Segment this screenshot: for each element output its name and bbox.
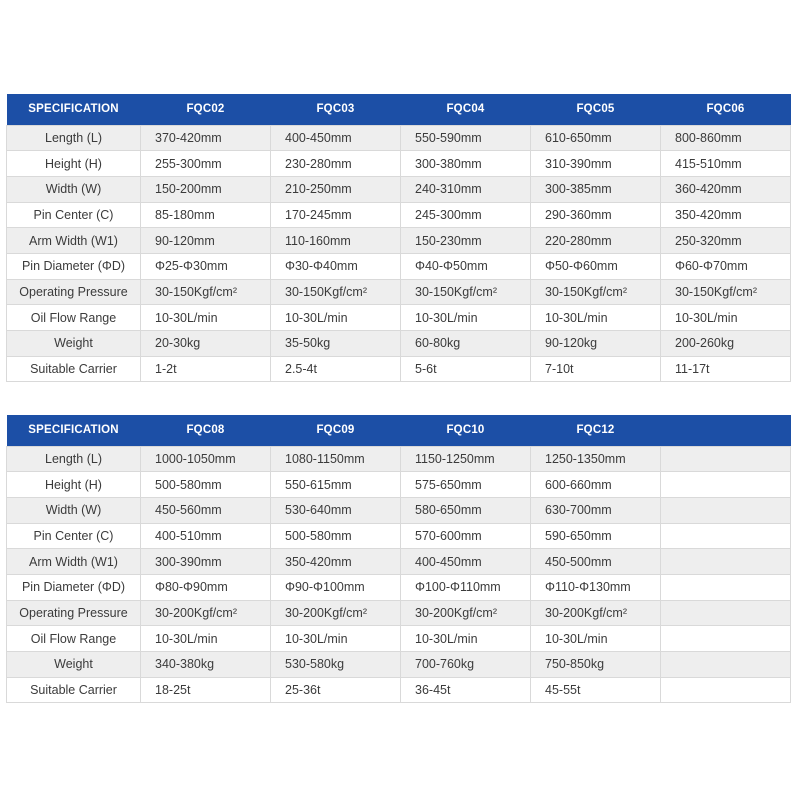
row-label: Height (H) (7, 472, 141, 498)
value-cell: 45-55t (531, 677, 661, 703)
value-cell: 110-160mm (271, 228, 401, 254)
table-header-row (7, 94, 791, 125)
value-cell: 800-860mm (661, 125, 791, 151)
table-row (7, 523, 791, 549)
value-cell: 150-200mm (141, 176, 271, 202)
header-cell: SPECIFICATION (7, 415, 141, 446)
value-cell: 370-420mm (141, 125, 271, 151)
value-cell: 10-30L/min (661, 305, 791, 331)
header-cell: FQC03 (271, 94, 401, 125)
value-cell (661, 523, 791, 549)
header-cell: FQC06 (661, 94, 791, 125)
header-cell: FQC04 (401, 94, 531, 125)
value-cell: 30-150Kgf/cm² (141, 279, 271, 305)
value-cell: 25-36t (271, 677, 401, 703)
value-cell (661, 600, 791, 626)
value-cell: 30-200Kgf/cm² (271, 600, 401, 626)
header-cell: FQC10 (401, 415, 531, 446)
table-row (7, 574, 791, 600)
table-row (7, 652, 791, 678)
value-cell: Φ50-Φ60mm (531, 253, 661, 279)
value-cell: 170-245mm (271, 202, 401, 228)
value-cell: 570-600mm (401, 523, 531, 549)
value-cell: 220-280mm (531, 228, 661, 254)
table-row (7, 176, 791, 202)
value-cell: 30-150Kgf/cm² (401, 279, 531, 305)
value-cell: 230-280mm (271, 151, 401, 177)
value-cell: Φ80-Φ90mm (141, 574, 271, 600)
row-label: Length (L) (7, 125, 141, 151)
spec-table-fqc02-fqc06 (6, 94, 791, 382)
value-cell: 90-120kg (531, 331, 661, 357)
value-cell (661, 549, 791, 575)
value-cell: 150-230mm (401, 228, 531, 254)
value-cell: 30-150Kgf/cm² (271, 279, 401, 305)
value-cell: 400-450mm (271, 125, 401, 151)
value-cell: 500-580mm (271, 523, 401, 549)
value-cell: 10-30L/min (401, 626, 531, 652)
row-label: Weight (7, 331, 141, 357)
value-cell: 450-560mm (141, 497, 271, 523)
value-cell: 85-180mm (141, 202, 271, 228)
value-cell: 10-30L/min (141, 305, 271, 331)
value-cell (661, 497, 791, 523)
value-cell: 750-850kg (531, 652, 661, 678)
row-label: Weight (7, 652, 141, 678)
value-cell: 1080-1150mm (271, 446, 401, 472)
value-cell: 500-580mm (141, 472, 271, 498)
value-cell: 200-260kg (661, 331, 791, 357)
row-label: Oil Flow Range (7, 305, 141, 331)
value-cell: Φ40-Φ50mm (401, 253, 531, 279)
header-cell: FQC09 (271, 415, 401, 446)
value-cell: 630-700mm (531, 497, 661, 523)
table-row (7, 202, 791, 228)
table-row (7, 446, 791, 472)
value-cell: 300-390mm (141, 549, 271, 575)
row-label: Operating Pressure (7, 600, 141, 626)
value-cell: 550-590mm (401, 125, 531, 151)
value-cell: Φ60-Φ70mm (661, 253, 791, 279)
value-cell: 300-380mm (401, 151, 531, 177)
value-cell: 30-150Kgf/cm² (531, 279, 661, 305)
table-row (7, 472, 791, 498)
value-cell: 2.5-4t (271, 356, 401, 382)
table-row (7, 253, 791, 279)
value-cell: 5-6t (401, 356, 531, 382)
value-cell: 340-380kg (141, 652, 271, 678)
value-cell: 36-45t (401, 677, 531, 703)
value-cell (661, 626, 791, 652)
table-header-row (7, 415, 791, 446)
row-label: Suitable Carrier (7, 677, 141, 703)
value-cell: 1150-1250mm (401, 446, 531, 472)
value-cell: 245-300mm (401, 202, 531, 228)
table-row (7, 331, 791, 357)
value-cell: Φ90-Φ100mm (271, 574, 401, 600)
value-cell: 18-25t (141, 677, 271, 703)
row-label: Width (W) (7, 176, 141, 202)
value-cell: 400-510mm (141, 523, 271, 549)
value-cell: 10-30L/min (531, 305, 661, 331)
row-label: Oil Flow Range (7, 626, 141, 652)
value-cell: 10-30L/min (531, 626, 661, 652)
row-label: Height (H) (7, 151, 141, 177)
value-cell: 1250-1350mm (531, 446, 661, 472)
header-cell: SPECIFICATION (7, 94, 141, 125)
value-cell: Φ100-Φ110mm (401, 574, 531, 600)
value-cell: 350-420mm (271, 549, 401, 575)
value-cell: 7-10t (531, 356, 661, 382)
table-row (7, 228, 791, 254)
table-row (7, 626, 791, 652)
row-label: Pin Diameter (ΦD) (7, 574, 141, 600)
table-row (7, 279, 791, 305)
value-cell: 300-385mm (531, 176, 661, 202)
header-cell: FQC05 (531, 94, 661, 125)
value-cell: 60-80kg (401, 331, 531, 357)
header-cell: FQC12 (531, 415, 661, 446)
value-cell (661, 472, 791, 498)
value-cell (661, 677, 791, 703)
row-label: Pin Diameter (ΦD) (7, 253, 141, 279)
header-cell: FQC02 (141, 94, 271, 125)
value-cell: 450-500mm (531, 549, 661, 575)
table-row (7, 549, 791, 575)
value-cell: 11-17t (661, 356, 791, 382)
row-label: Width (W) (7, 497, 141, 523)
value-cell: 310-390mm (531, 151, 661, 177)
value-cell: 255-300mm (141, 151, 271, 177)
value-cell: 30-200Kgf/cm² (141, 600, 271, 626)
value-cell: 590-650mm (531, 523, 661, 549)
table-row (7, 151, 791, 177)
value-cell: 415-510mm (661, 151, 791, 177)
table-row (7, 497, 791, 523)
value-cell: 10-30L/min (141, 626, 271, 652)
table-row (7, 677, 791, 703)
value-cell: 90-120mm (141, 228, 271, 254)
value-cell: Φ110-Φ130mm (531, 574, 661, 600)
row-label: Pin Center (C) (7, 523, 141, 549)
row-label: Length (L) (7, 446, 141, 472)
row-label: Pin Center (C) (7, 202, 141, 228)
table-row (7, 600, 791, 626)
value-cell (661, 574, 791, 600)
value-cell: 250-320mm (661, 228, 791, 254)
value-cell: 360-420mm (661, 176, 791, 202)
value-cell: 580-650mm (401, 497, 531, 523)
value-cell: 700-760kg (401, 652, 531, 678)
table-row (7, 356, 791, 382)
value-cell: 550-615mm (271, 472, 401, 498)
header-cell: FQC08 (141, 415, 271, 446)
header-cell (661, 415, 791, 446)
value-cell: 10-30L/min (271, 305, 401, 331)
value-cell (661, 652, 791, 678)
value-cell (661, 446, 791, 472)
value-cell: 210-250mm (271, 176, 401, 202)
value-cell: 400-450mm (401, 549, 531, 575)
value-cell: 350-420mm (661, 202, 791, 228)
value-cell: 35-50kg (271, 331, 401, 357)
spec-table-fqc08-fqc12 (6, 415, 791, 703)
value-cell: 10-30L/min (401, 305, 531, 331)
value-cell: 10-30L/min (271, 626, 401, 652)
value-cell: Φ25-Φ30mm (141, 253, 271, 279)
value-cell: 290-360mm (531, 202, 661, 228)
value-cell: 530-580kg (271, 652, 401, 678)
value-cell: 20-30kg (141, 331, 271, 357)
value-cell: 30-200Kgf/cm² (401, 600, 531, 626)
value-cell: 600-660mm (531, 472, 661, 498)
row-label: Suitable Carrier (7, 356, 141, 382)
value-cell: 610-650mm (531, 125, 661, 151)
value-cell: 240-310mm (401, 176, 531, 202)
value-cell: 30-150Kgf/cm² (661, 279, 791, 305)
row-label: Arm Width (W1) (7, 228, 141, 254)
value-cell: 575-650mm (401, 472, 531, 498)
value-cell: 1-2t (141, 356, 271, 382)
value-cell: Φ30-Φ40mm (271, 253, 401, 279)
value-cell: 30-200Kgf/cm² (531, 600, 661, 626)
table-row (7, 125, 791, 151)
row-label: Operating Pressure (7, 279, 141, 305)
table-row (7, 305, 791, 331)
row-label: Arm Width (W1) (7, 549, 141, 575)
value-cell: 1000-1050mm (141, 446, 271, 472)
value-cell: 530-640mm (271, 497, 401, 523)
